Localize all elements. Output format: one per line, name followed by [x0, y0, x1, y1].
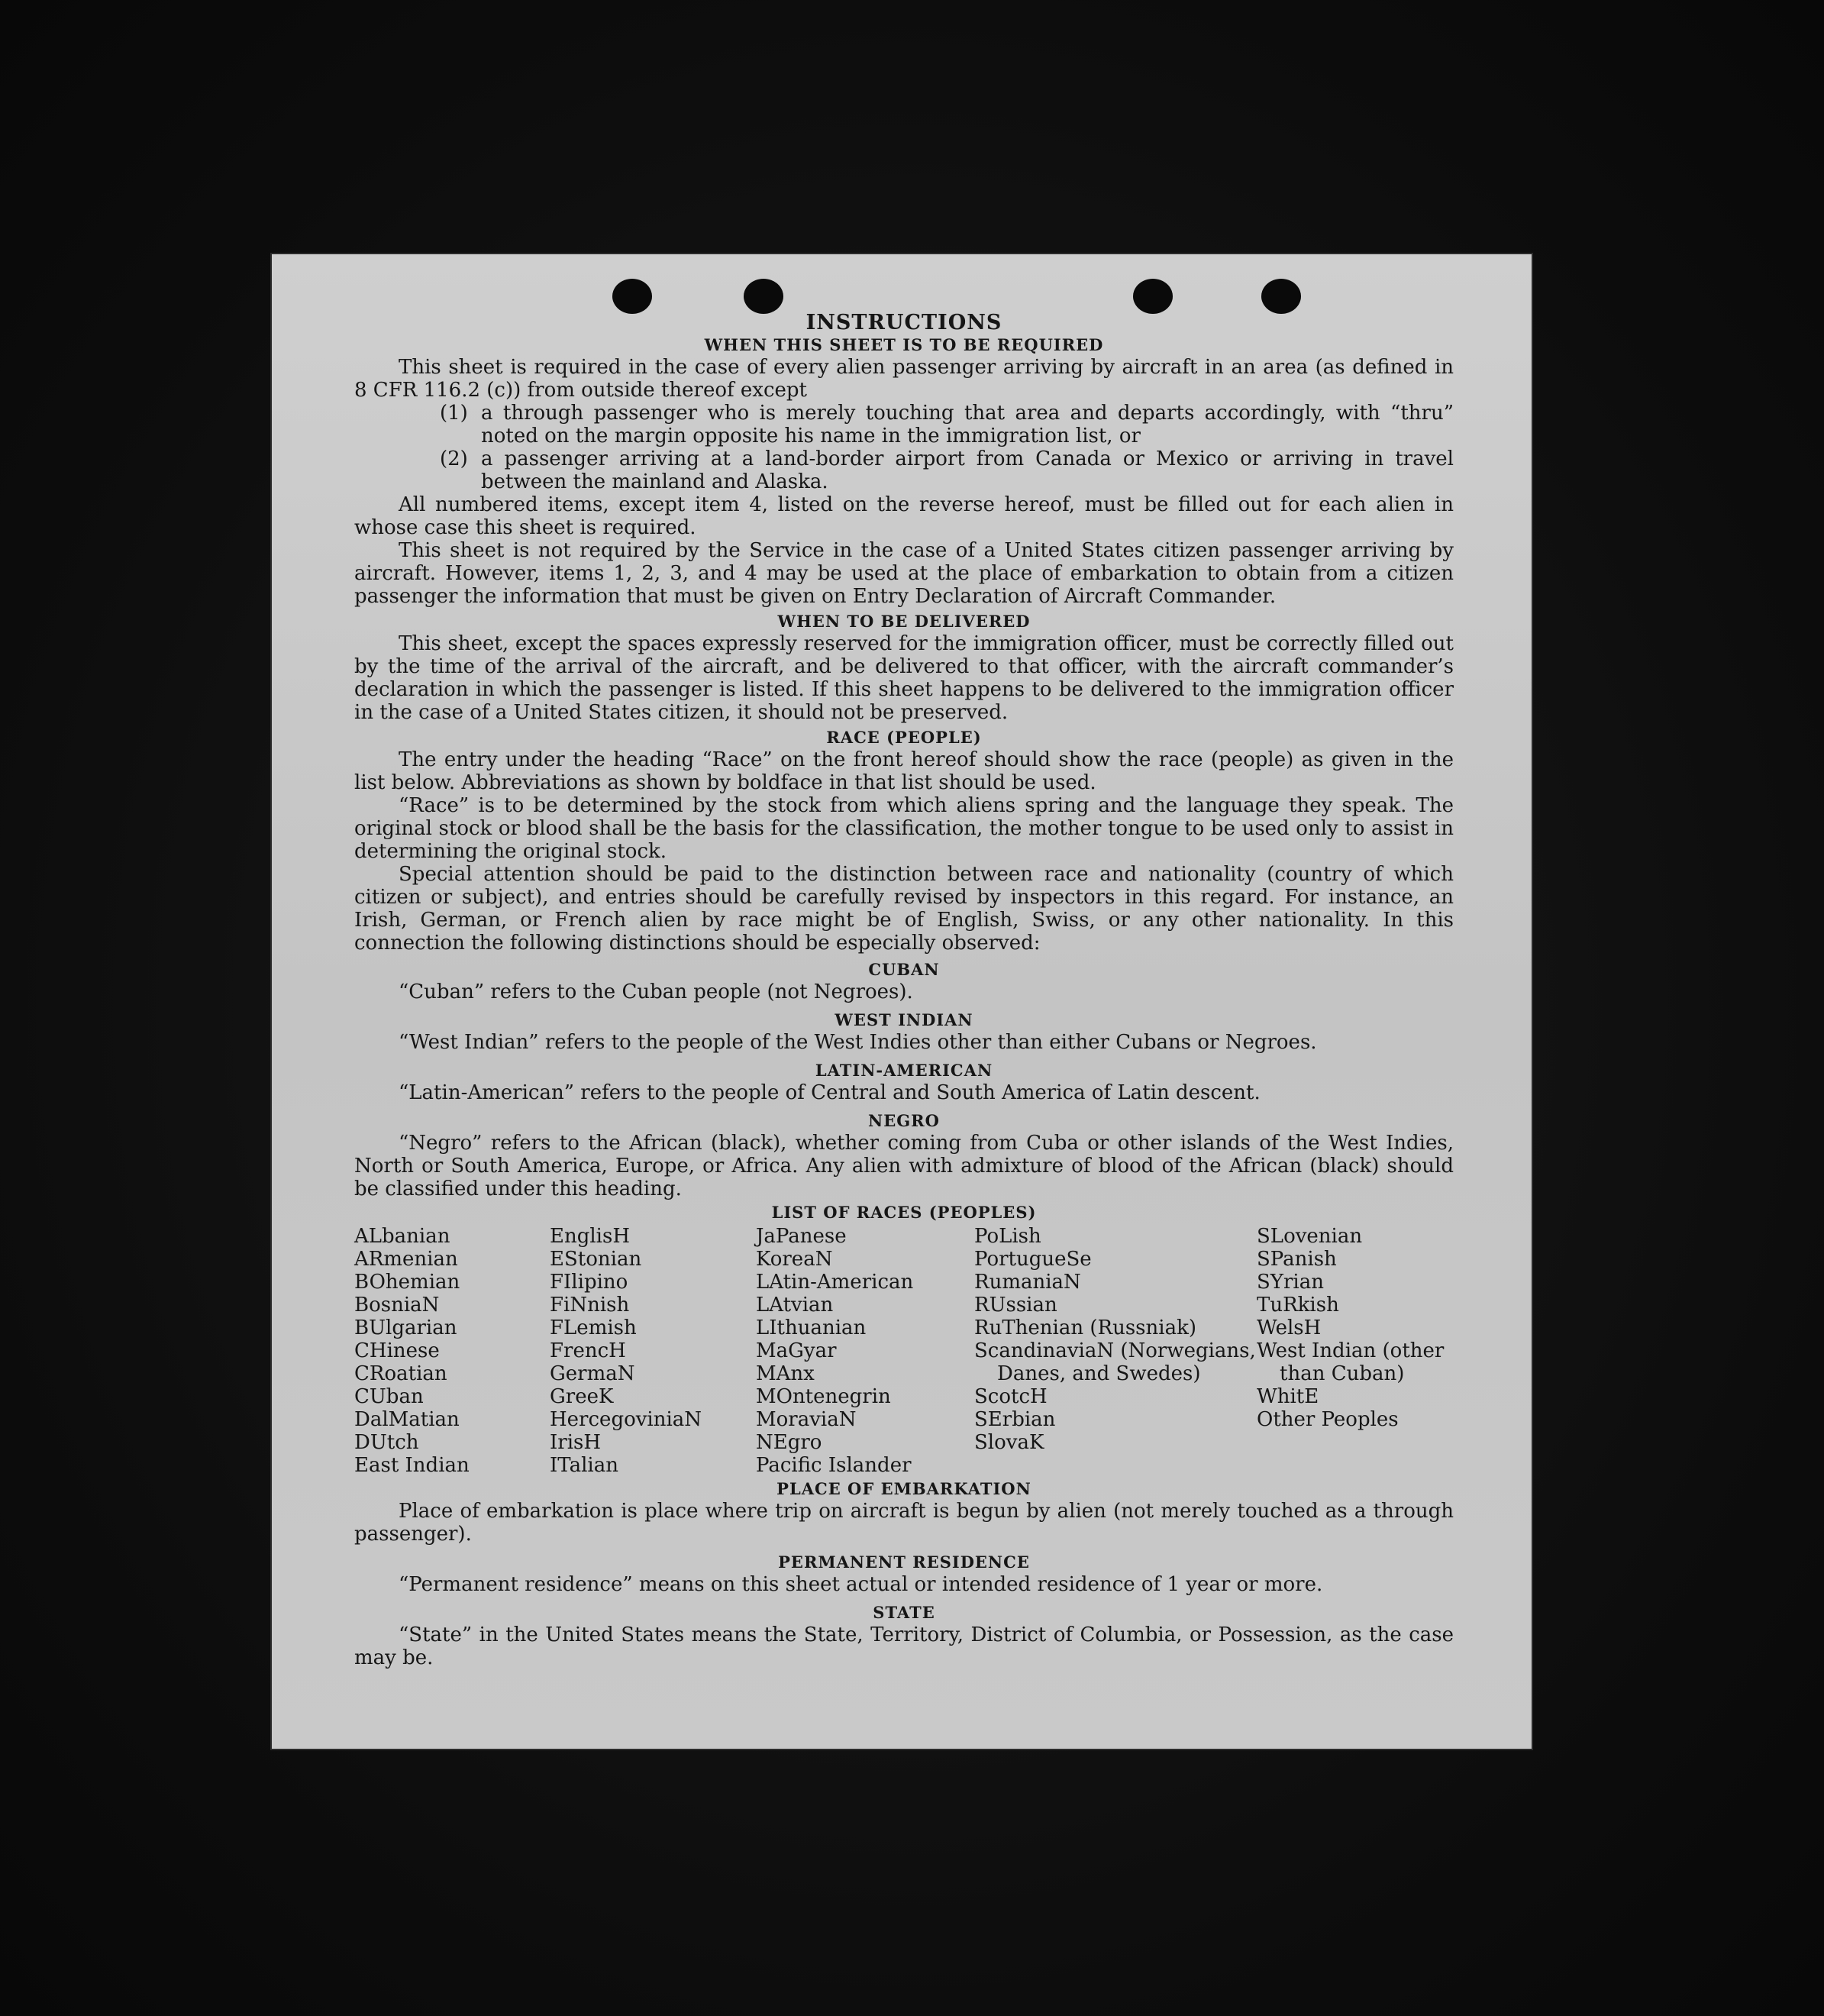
race-item: MoraviaN: [756, 1408, 857, 1431]
race-item: SLovenian: [1257, 1225, 1363, 1248]
item-number: (1): [440, 402, 468, 425]
race-item: Other Peoples: [1257, 1408, 1399, 1431]
race-item: CHinese: [354, 1339, 440, 1362]
race-item: RuThenian (Russniak): [974, 1317, 1196, 1339]
race-item: EStonian: [550, 1248, 642, 1271]
heading-when-delivered: WHEN TO BE DELIVERED: [777, 612, 1031, 631]
paragraph: “Permanent residence” means on this sheet actual or intended residence of 1 year or more.: [399, 1573, 1323, 1596]
race-column: [756, 1225, 974, 1477]
race-item: BUlgarian: [354, 1317, 457, 1339]
paragraph: This sheet is required in the case of every alien passenger arriving by aircraft in an area (as defined in 8 CFR 116.2 (c)) from outside thereof except: [354, 356, 1454, 402]
punch-hole: [1261, 279, 1301, 314]
race-item: NEgro: [756, 1431, 822, 1454]
punch-hole: [1133, 279, 1173, 314]
race-item: DUtch: [354, 1431, 419, 1454]
list-item: [354, 447, 1454, 493]
race-item: RUssian: [974, 1294, 1057, 1317]
race-column: [974, 1225, 1257, 1477]
race-list: [354, 1225, 1454, 1477]
race-item: WelsH: [1257, 1317, 1322, 1339]
heading-state: STATE: [873, 1603, 935, 1622]
race-item: TuRkish: [1257, 1294, 1339, 1317]
race-item: ScandinaviaN (Norwegians, Danes, and Swedes): [974, 1339, 1256, 1385]
race-item: PortugueSe: [974, 1248, 1092, 1271]
heading-permanent-residence: PERMANENT RESIDENCE: [778, 1552, 1030, 1572]
race-item: ARmenian: [354, 1248, 458, 1271]
heading-list-of-races: LIST OF RACES (PEOPLES): [771, 1203, 1037, 1222]
paragraph: This sheet is not required by the Service in the case of a United States citizen passenger arriving by aircraft. However, items 1, 2, 3, and 4 may be used at the place of embarkation to obtain from a citizen passenger the information that must be given on Entry Declaration of Aircraft Commander.: [354, 539, 1454, 608]
race-item: ALbanian: [354, 1225, 450, 1248]
race-item: SPanish: [1257, 1248, 1337, 1271]
paragraph: “State” in the United States means the State, Territory, District of Columbia, or Possession, as the case may be.: [354, 1623, 1454, 1669]
list-item: [354, 402, 1454, 447]
race-column: [550, 1225, 756, 1477]
race-item: BOhemian: [354, 1271, 460, 1294]
paragraph: “Negro” refers to the African (black), whether coming from Cuba or other islands of the West Indies, North or South America, Europe, or Africa. Any alien with admixture of blood of the African (black) should be classified under this heading.: [354, 1132, 1454, 1200]
race-item: West Indian (other than Cuban): [1257, 1339, 1445, 1385]
item-text: a passenger arriving at a land-border airport from Canada or Mexico or arriving in travel between the mainland and Alaska.: [481, 447, 1454, 493]
item-number: (2): [440, 447, 468, 470]
page-title: INSTRUCTIONS: [805, 311, 1002, 334]
paragraph: The entry under the heading “Race” on the front hereof should show the race (people) as given in the list below. Abbreviations as shown by boldface in that list should be used.: [354, 748, 1454, 794]
race-item: WhitE: [1257, 1385, 1319, 1408]
heading-negro: NEGRO: [868, 1111, 940, 1130]
race-item: CUban: [354, 1385, 424, 1408]
item-text: a through passenger who is merely touching that area and departs accordingly, with “thru” noted on the margin opposite his name in the immigration list, or: [481, 402, 1454, 447]
paragraph: “Cuban” refers to the Cuban people (not Negroes).: [399, 981, 913, 1003]
race-item: FiNnish: [550, 1294, 630, 1317]
race-item: SErbian: [974, 1408, 1056, 1431]
race-item: JaPanese: [756, 1225, 847, 1248]
race-item: PoLish: [974, 1225, 1041, 1248]
race-item: SYrian: [1257, 1271, 1324, 1294]
race-item: East Indian: [354, 1454, 470, 1477]
race-item: Pacific Islander: [756, 1454, 912, 1477]
race-item: FIlipino: [550, 1271, 628, 1294]
race-item: CRoatian: [354, 1362, 447, 1385]
paragraph: This sheet, except the spaces expressly reserved for the immigration officer, must be correctly filled out by the time of the arrival of the aircraft, and be delivered to that officer, with the aircraft commander’s declaration in which the passenger is listed. If this sheet happens to be delivered to the immigration officer in the case of a United States citizen, it should not be preserved.: [354, 632, 1454, 724]
race-item: MaGyar: [756, 1339, 837, 1362]
race-column: [354, 1225, 550, 1477]
race-item: EnglisH: [550, 1225, 631, 1248]
punch-hole: [612, 279, 652, 314]
race-item: IrisH: [550, 1431, 602, 1454]
race-item: DalMatian: [354, 1408, 460, 1431]
heading-cuban: CUBAN: [868, 960, 940, 979]
heading-latin-american: LATIN-AMERICAN: [815, 1061, 993, 1080]
heading-west-indian: WEST INDIAN: [835, 1010, 973, 1029]
race-column: [1257, 1225, 1454, 1477]
paragraph: “Latin-American” refers to the people of Central and South America of Latin descent.: [399, 1081, 1261, 1104]
heading-when-required: WHEN THIS SHEET IS TO BE REQUIRED: [704, 335, 1104, 354]
punch-hole: [744, 279, 783, 314]
race-item: LIthuanian: [756, 1317, 867, 1339]
instructions-content: [354, 312, 1454, 1669]
race-item: KoreaN: [756, 1248, 833, 1271]
heading-place-of-embarkation: PLACE OF EMBARKATION: [776, 1479, 1031, 1498]
paragraph: Place of embarkation is place where trip on aircraft is begun by alien (not merely touched as a through passenger).: [354, 1500, 1454, 1546]
race-item: SlovaK: [974, 1431, 1044, 1454]
race-item: RumaniaN: [974, 1271, 1081, 1294]
paragraph: “West Indian” refers to the people of the West Indies other than either Cubans or Negroes.: [399, 1031, 1317, 1054]
race-item: LAtvian: [756, 1294, 834, 1317]
race-item: HercegoviniaN: [550, 1408, 702, 1431]
race-item: FrencH: [550, 1339, 626, 1362]
race-item: ScotcH: [974, 1385, 1048, 1408]
paragraph: Special attention should be paid to the distinction between race and nationality (country of which citizen or subject), and entries should be carefully revised by inspectors in this regard. For instance, an Irish, German, or French alien by race might be of English, Swiss, or any other nationality. In this connection the following distinctions should be especially observed:: [354, 863, 1454, 955]
race-item: BosniaN: [354, 1294, 440, 1317]
heading-race: RACE (PEOPLE): [826, 728, 982, 747]
paragraph: “Race” is to be determined by the stock from which aliens spring and the language they speak. The original stock or blood shall be the basis for the classification, the mother tongue to be used only to assist in determining the original stock.: [354, 794, 1454, 863]
race-item: ITalian: [550, 1454, 618, 1477]
race-item: FLemish: [550, 1317, 637, 1339]
document-sheet: [272, 254, 1532, 1749]
paragraph: All numbered items, except item 4, listed on the reverse hereof, must be filled out for each alien in whose case this sheet is required.: [354, 493, 1454, 539]
race-item: LAtin-American: [756, 1271, 914, 1294]
race-item: MOntenegrin: [756, 1385, 891, 1408]
race-item: GreeK: [550, 1385, 614, 1408]
race-item: MAnx: [756, 1362, 815, 1385]
race-item: GermaN: [550, 1362, 635, 1385]
